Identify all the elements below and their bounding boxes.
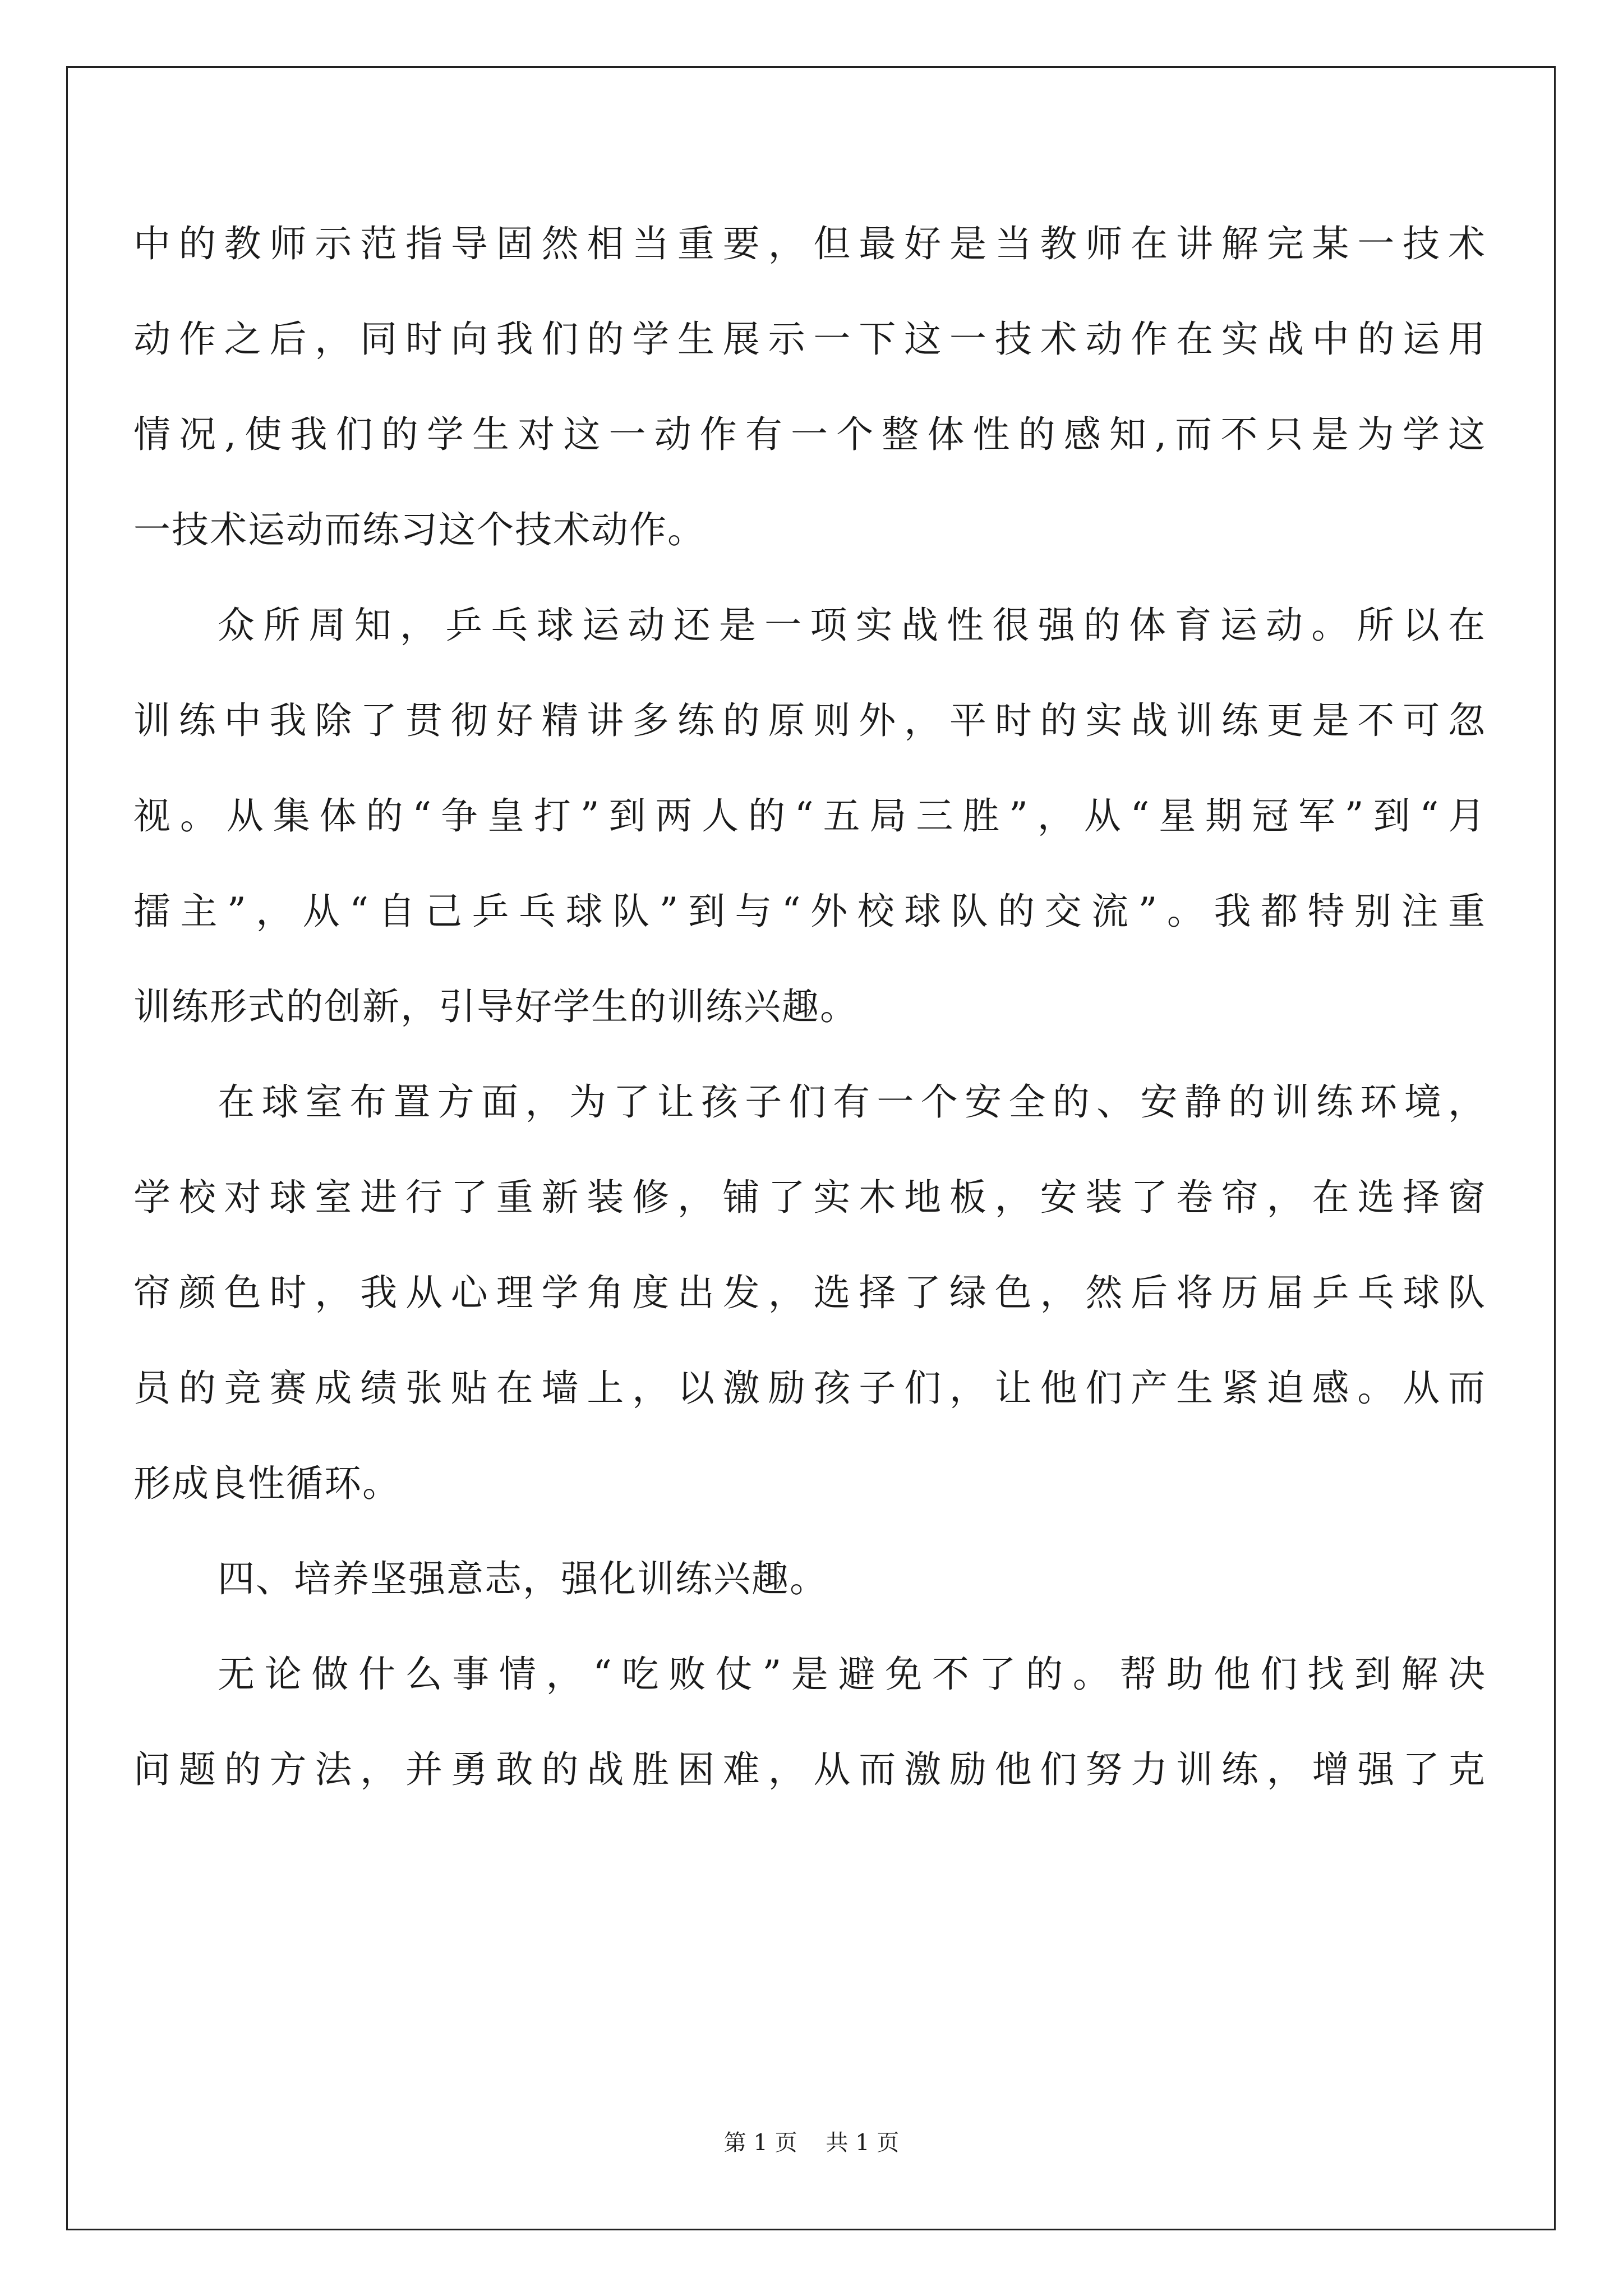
text-line: 训练形式的创新，引导好学生的训练兴趣。 [133, 985, 858, 1028]
page-footer: 第 1 页 共 1 页 [723, 2130, 900, 2156]
text-line: 情况,使我们的学生对这一动作有一个整体性的感知,而不只是为学这 [133, 413, 1486, 456]
text-line: 擂主”，从“自己乒乓球队”到与“外校球队的交流”。我都特别注重 [133, 890, 1486, 933]
text-line: 形成良性循环。 [133, 1462, 400, 1505]
text-line: 学校对球室进行了重新装修，铺了实木地板，安装了卷帘，在选择窗 [133, 1176, 1486, 1219]
document-body [133, 196, 1486, 1818]
section-heading: 四、培养坚强意志，强化训练兴趣。 [218, 1557, 828, 1600]
text-line: 视。从集体的“争皇打”到两人的“五局三胜”，从“星期冠军”到“月 [133, 794, 1486, 838]
text-line: 训练中我除了贯彻好精讲多练的原则外，平时的实战训练更是不可忽 [133, 699, 1486, 742]
paragraph-first-line: 众所周知，乒乓球运动还是一项实战性很强的体育运动。所以在 [218, 604, 1486, 647]
text-line: 中的教师示范指导固然相当重要，但最好是当教师在讲解完某一技术 [133, 222, 1486, 265]
text-line: 动作之后，同时向我们的学生展示一下这一技术动作在实战中的运用 [133, 318, 1486, 361]
text-line: 一技术运动而练习这个技术动作。 [133, 508, 706, 551]
text-line: 员的竞赛成绩张贴在墙上，以激励孩子们，让他们产生紧迫感。从而 [133, 1366, 1486, 1410]
text-line: 问题的方法，并勇敢的战胜困难，从而激励他们努力训练，增强了克 [133, 1748, 1486, 1791]
text-line: 帘颜色时，我从心理学角度出发，选择了绿色，然后将历届乒乓球队 [133, 1271, 1486, 1314]
paragraph-first-line: 在球室布置方面，为了让孩子们有一个安全的、安静的训练环境， [218, 1080, 1486, 1124]
paragraph-first-line: 无论做什么事情，“吃败仗”是避免不了的。帮助他们找到解决 [218, 1653, 1486, 1696]
